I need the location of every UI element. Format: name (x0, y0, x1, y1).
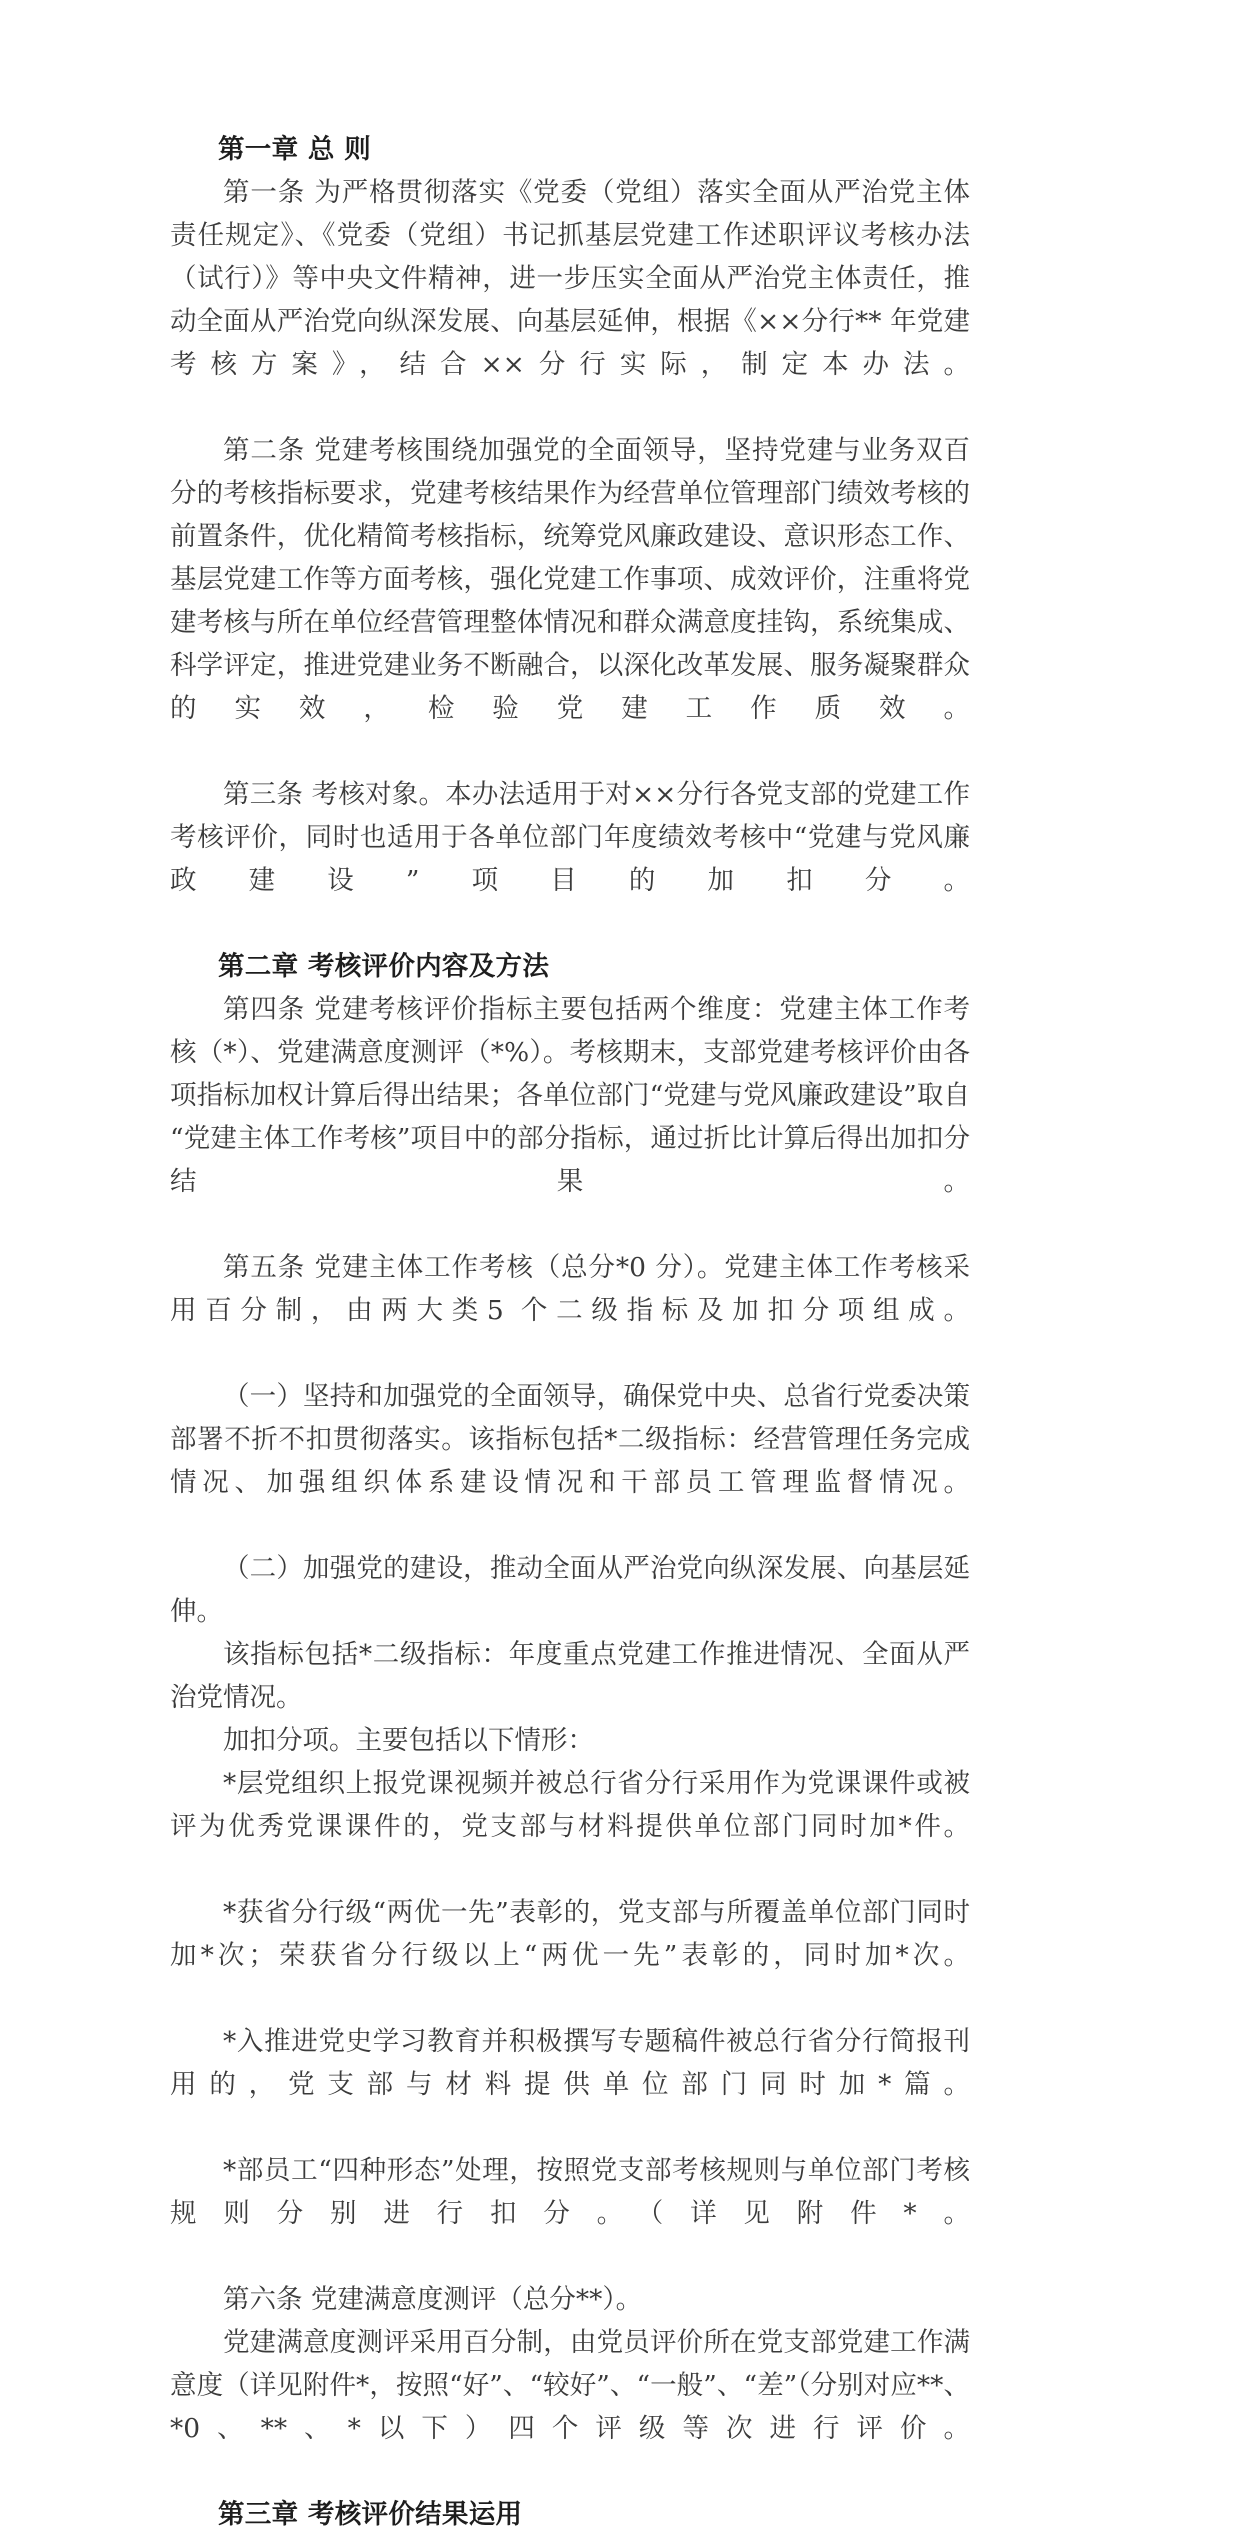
article-6-body-paragraph: 党建满意度测评采用百分制，由党员评价所在党支部党建工作满意度（详见附件*，按照“好”、“较好”、“一般”、“差”（分别对应**、*0、**、*以下）四个评级等次进行评价。 (170, 2327, 970, 2444)
bonus-intro-paragraph: 加扣分项。主要包括以下情形： (223, 1725, 594, 1756)
item-1-paragraph: （一）坚持和加强党的全面领导，确保党中央、总省行党委决策部署不折不扣贯彻落实。该指标包括*二级指标：经营管理任务完成情况、加强组织体系建设情况和干部员工管理监督情况。 (170, 1381, 970, 1498)
article-3-paragraph: 第三条 考核对象。本办法适用于对××分行各党支部的党建工作考核评价，同时也适用于各单位部门年度绩效考核中“党建与党风廉政建设”项目的加扣分。 (170, 779, 970, 896)
article-5-paragraph: 第五条 党建主体工作考核（总分*0 分）。党建主体工作考核采用百分制，由两大类5 个二级指标及加扣分项组成。 (170, 1252, 970, 1326)
bonus-item-4-paragraph: *部员工“四种形态”处理，按照党支部考核规则与单位部门考核规则分别进行扣分。（详见附件*。 (170, 2155, 970, 2229)
bonus-item-1-paragraph: *层党组织上报党课视频并被总行省分行采用作为党课课件或被评为优秀党课课件的，党支部与材料提供单位部门同时加*件。 (170, 1768, 970, 1842)
article-2-paragraph: 第二条 党建考核围绕加强党的全面领导，坚持党建与业务双百分的考核指标要求，党建考核结果作为经营单位管理部门绩效考核的前置条件，优化精简考核指标，统筹党风廉政建设、意识形态工作、基层党建工作等方面考核，强化党建工作事项、成效评价，注重将党建考核与所在单位经营管理整体情况和群众满意度挂钩，系统集成、科学评定，推进党建业务不断融合，以深化改革发展、服务凝聚群众的实效，检验党建工作质效。 (170, 435, 970, 724)
bonus-item-2-paragraph: *获省分行级“两优一先”表彰的，党支部与所覆盖单位部门同时加*次；荣获省分行级以上“两优一先”表彰的，同时加*次。 (170, 1897, 970, 1971)
article-6-paragraph: 第六条 党建满意度测评（总分**）。 (223, 2284, 643, 2315)
chapter-1-heading: 第一章 总 则 (218, 134, 372, 165)
article-4-paragraph: 第四条 党建考核评价指标主要包括两个维度：党建主体工作考核（*）、党建满意度测评（*%）。考核期末，支部党建考核评价由各项指标加权计算后得出结果；各单位部门“党建与党风廉政建设”取自“党建主体工作考核”项目中的部分指标，通过折比计算后得出加扣分结果。 (170, 994, 970, 1197)
chapter-2-heading: 第二章 考核评价内容及方法 (218, 951, 550, 982)
document-body (170, 128, 970, 2536)
item-2-paragraph: （二）加强党的建设，推动全面从严治党向纵深发展、向基层延伸。 (170, 1553, 970, 1627)
item-2-indicators-paragraph: 该指标包括*二级指标：年度重点党建工作推进情况、全面从严治党情况。 (170, 1639, 970, 1713)
chapter-3-heading: 第三章 考核评价结果运用 (218, 2499, 523, 2530)
bonus-item-3-paragraph: *入推进党史学习教育并积极撰写专题稿件被总行省分行简报刊用的，党支部与材料提供单位部门同时加*篇。 (170, 2026, 970, 2100)
article-1-paragraph: 第一条 为严格贯彻落实《党委（党组）落实全面从严治党主体责任规定》、《党委（党组）书记抓基层党建工作述职评议考核办法（试行）》等中央文件精神，进一步压实全面从严治党主体责任，推动全面从严治党向纵深发展、向基层延伸，根据《××分行** 年党建考核方案》，结合××分行实际，制定本办法。 (170, 177, 970, 380)
